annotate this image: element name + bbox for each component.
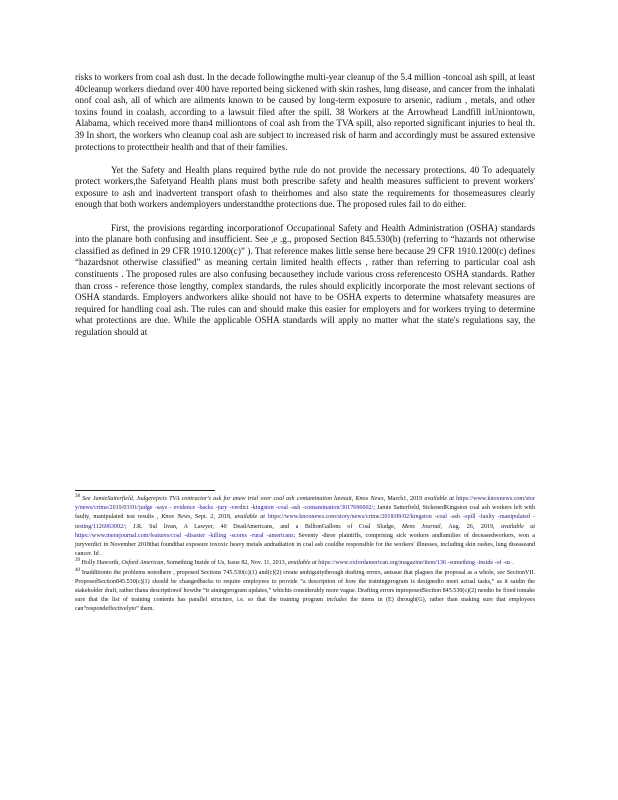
footnotes — [75, 495, 535, 615]
footnote-text: available at — [501, 523, 536, 530]
footnote-text: ; J.R. Sul livan, A Lawyer, 40 DeadAmericans, and a BillionGallons of Coal Sludge, — [124, 523, 396, 530]
footnote-link[interactable]: https://www.mensjournal.com/features/coal -disaster -killing -scores -rural -americans — [75, 532, 294, 539]
footnote-text: the items in (E) through(G), rather than making sure that employees can“respondeffectivelyto” them. — [75, 597, 536, 613]
footnote-text: Inadditionto the problems notedhere , proposed Sections 745.530(c)(1) and(c)(2) create ambiguitythrough drafting errors, anissue that plagues the proposal as a whole, — [81, 569, 496, 576]
paragraph-3: First, the provisions regarding incorporationof Occupational Safety and Health Administration (OSHA) standards into the planare both confusing and insufficient. See ,e .g., proposed Section 845.530(b) (referring to “hazards not otherwise classified as defined in 29 CFR 1910.1200(c)” ). That reference makes little sense here because 29 CFR 1910.1200(c) defines “hazardsnot otherwise classified” as meaning certain limited health effects , rather than referring to particular coal ash constituents . The proposed rules are also confusing becausethey include various cross referencesto OSHA standards. Rather than cross - reference those lengthy, complex standards, the rules should explicitly incorporate the most relevant sections of OSHA standards. Employers andworkers alike should not have to be OSHA experts to determine whatsafety measures are required for handling coal ash. The rules can and should make this easier for employers and for workers trying to determine what protections are due. While the applicable OSHA standards will apply no matter what the state's regulations say, the regulation should at — [75, 222, 535, 337]
footnote-text: SectionVII. ProposedSection845.530(c)(1) should be changedbacks to require employees to provide “a description of how the trainingprogram is designedto meet actual tasks,” as it saidin the stakeholder draft, rather thana descriptionof howthe “tr ainingprogram updates,” whichis considerably more vague. Drafting errors inproposedSection 845.530(c)(2) needto be fixed tomake sure that the list of training contents has parallel structure, i.e. so that the training program — [75, 569, 535, 604]
footnote-40 — [75, 569, 535, 615]
footnote-separator — [75, 490, 215, 491]
footnote-text: , Sept. 2, 2018, — [190, 514, 232, 521]
footnote-text: available at — [234, 514, 265, 521]
paragraph-2: Yet the Safety and Health plans required bythe rule do not provide the necessary protections. 40 To adequately protect workers,the Safetyand Health plans must both prescribe safety and health measures sufficient to prevent workers' exposure to ash and inadvertent transport ofash to theirhomes and also state the requirements for thosemeasures clearly enough that both workers andemployers understandthe protections due. The proposed rules fail to do either. — [75, 164, 535, 210]
footnote-text: , Something Inside of Us, Issue 82, Nov. 11, 2013, — [163, 560, 287, 567]
footnote-text: ; Seventy -three plaintiffs, comprising sick workers andfamilies of deceasedworkers, won a juryverdict in November 2018that foundthat exposure toxoxic heavy metals andradiation in coal ash couldbe responsible for the workers' illnesses, including skin rashes, lung diseaseand cancer. Id . — [75, 532, 535, 558]
footnote-link[interactable]: https://www.oxfordamerican.org/magazine/item/136 -something -inside -of -us . — [318, 560, 514, 567]
footnote-text: , Aug. 26, 2019, — [440, 523, 495, 530]
footnote-39 — [75, 559, 535, 568]
footnote-number: 39 — [75, 558, 80, 564]
publication-name: Knox News — [161, 514, 191, 521]
paragraph-1: risks to workers from coal ash dust. In the decade followingthe multi-year cleanup of the 5.4 million -toncoal ash spill, at least 40cleanup workers diedand over 400 have reported being sickened with skin rashes, lung disease, and cancer from the inhalati onof coal ash, all of which are ailments known to be caused by long-term exposure to arsenic, radium , metals, and other toxins found in coalash, according to a lawsuit filed after the spill. 38 Workers at the Arrowhead Landfill inUniontown, Alabama, which received more than4 milliontons of coal ash from the TVA spill, also reported significant injuries to heal th. 39 In short, the workers who cleanup coal ash are subject to increased risk of harm and accordingly must be assured extensive protections to protecttheir health and that of their families. — [75, 72, 535, 152]
publication-name: Knox News — [355, 496, 384, 502]
footnote-number: 38 — [75, 493, 80, 499]
footnote-link[interactable]: https://www.knoxnews.com/story/news/crime/2018/09/02/kingston -coal -ash -spill -faulty -manipulated -testing/1126963002/ — [75, 514, 536, 530]
footnote-text: , March1, 2019 — [383, 496, 423, 502]
publication-name: Mens Journal — [401, 523, 441, 530]
footnote-link[interactable]: https://www.knoxnews.com/stor y/news/crime/2019/03/01/judge -says - evidence -backs -jury -verdict -kingston -coal -ash -contamination/3017696002/ — [75, 496, 535, 512]
publication-name: Oxford American — [121, 560, 164, 567]
footnote-38 — [75, 495, 535, 559]
footnote-number: 40 — [75, 567, 80, 573]
footnote-text: includes — [326, 597, 347, 604]
footnote-text: available at — [287, 560, 317, 567]
footnote-text: ; Jamie Satterfield, SickenedKingston coal ash workers left with faulty, manipulated test results , — [75, 505, 535, 521]
footnote-text: See JamieSatterfield, Judgerejects TVA contractor's ask for anew trial over coal ash contamination lawsuit, — [82, 496, 354, 502]
body-text — [75, 72, 535, 350]
footnote-text: see — [497, 569, 505, 576]
footnote-text: Holly Haworth, — [81, 560, 120, 567]
footnote-text: available at — [424, 496, 454, 502]
